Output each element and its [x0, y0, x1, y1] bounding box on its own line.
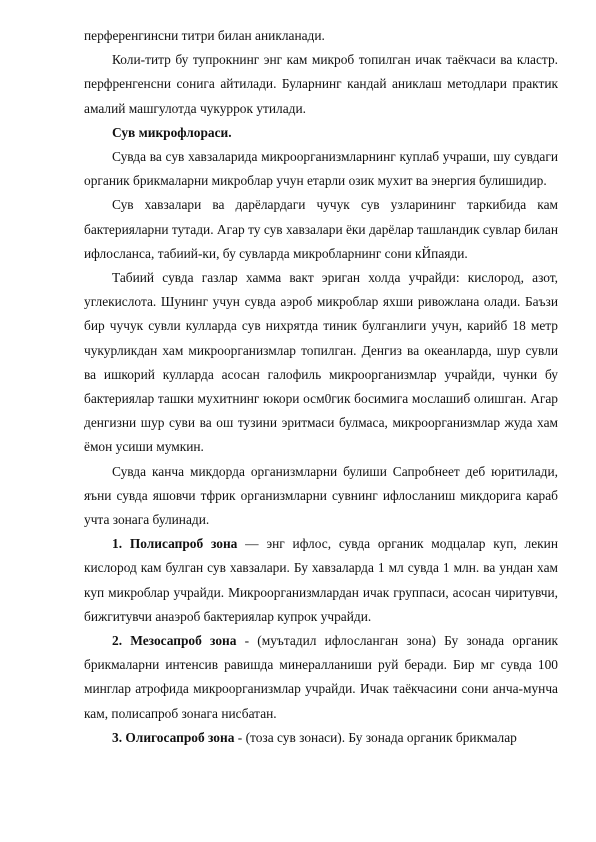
- paragraph-freshwater: Сув хавзалари ва дарёлардаги чучук сув узларининг таркибида кам бактерияларни тутади. Агар ту сув хавзалари ёки дарёлар ташландик сувлар билан ифлосланса, табиий-ки, бу сувларда микробларнинг сони кЙпаяди.: [84, 197, 558, 261]
- document-page: [84, 24, 558, 750]
- paragraph-zone-3: [84, 726, 558, 750]
- paragraph-zone-1: [84, 532, 558, 629]
- zone-3-title: 3. Олигосапроб зона: [112, 729, 235, 745]
- paragraph-zone-2: [84, 629, 558, 726]
- paragraph-water-microbes: Сувда ва сув хавзаларида микроорганизмларнинг куплаб учраши, шу сувдаги органик брикмаларни микроблар учун етарли озик мухит ва энергия булишидир.: [84, 149, 558, 189]
- paragraph-intro: перференгинсни титри билан аникланади.: [84, 28, 325, 43]
- zone-3-text: - (тоза сув зонаси). Бу зонада органик брикмалар: [234, 729, 517, 745]
- zone-2-title: 2. Мезосапроб зона: [112, 633, 237, 649]
- paragraph-saprobity: Сувда канча микдорда организмларни булиши Сапробнеет деб юритилади, яъни сувда яшовчи тфрик организмларни сувнинг ифлосланиш микдорига караб учта зонага булинади.: [84, 463, 558, 528]
- section-heading: Сув микрофлораси.: [112, 124, 232, 140]
- zone-1-text: — энг ифлос, сувда органик модцалар куп, лекин кислород кам булган сув хавзалари. Бу хавзаларда 1 мл сувда 1 млн. ва ундан хам куп микроблар учрайди. Микроорганизмлардан ичак группаси, асосан чиритувчи, бижгитувчи анаэроб бактериялар купрок учрайди.: [84, 536, 558, 624]
- zone-2-text: - (муътадил ифлосланган зона) Бу зонада органик брикмаларни интенсив равишда минералланиши руй беради. Бир мг сувда 100 минглар атрофида микроорганизмлар учрайди. Ичак таёкчасини сони анча-мунча кам, полисапроб зонага нисбатан.: [84, 633, 558, 721]
- paragraph-gases: Табиий сувда газлар хамма вакт эриган холда учрайди: кислород, азот, углекислота. Шунинг учун сувда аэроб микроблар яхши ривожлана олади. Баъзи бир чучук сувли кулларда сув нихрятда тиник булганлиги учун, карийб 18 метр чукурликдан хам микроорганизмлар топилган. Денгиз ва океанларда, шур сувли ва ишкорий кулларда асосан галофиль микроорганизмлар учрайди, чунки бу бактериялар ташки мухитнинг юкори осм0гик босимига мослашиб олишган. Агар денгизни шур суви ва ош тузини эритмаси булмаса, микроорганизмлар жуда хам ёмон усиши мумкин.: [84, 270, 558, 455]
- zone-1-title: 1. Полисапроб зона: [112, 536, 238, 552]
- paragraph-coli-titer: Коли-титр бу тупрокнинг энг кам микроб топилган ичак таёкчаси ва кластр. перфренгенсни сонига айтилади. Буларнинг кандай аниклаш методлари практик амалий машгулотда чукуррок утилади.: [84, 52, 558, 116]
